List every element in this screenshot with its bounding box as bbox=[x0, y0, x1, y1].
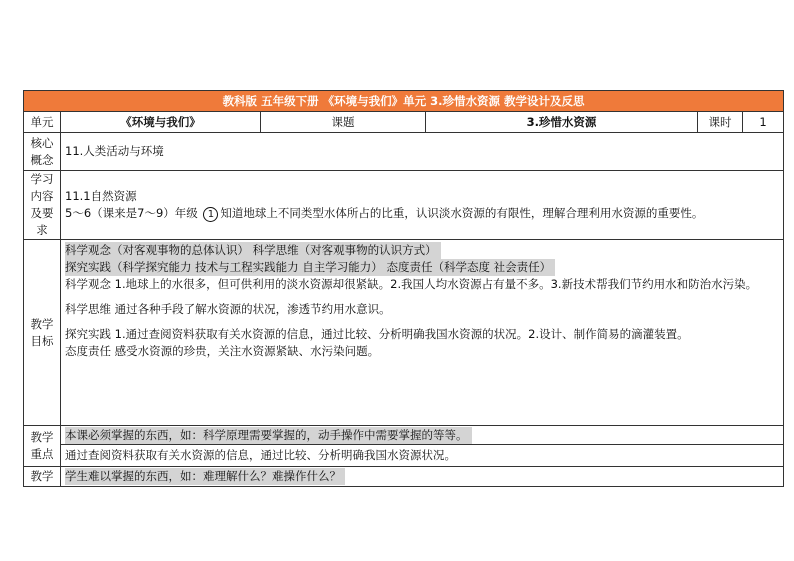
learning-content-text: 11.1自然资源 5～6（课来是7～9）年级 1 知道地球上不同类型水体所占的比重，认识淡水资源的有限性，理解合理利用水资源的重要性。 bbox=[61, 171, 784, 240]
teaching-focus-label: 教学 重点 bbox=[24, 426, 61, 467]
focus-text: 通过查阅资料获取有关水资源的信息，通过比较、分析明确我国水资源状况。 bbox=[61, 445, 784, 467]
topic-value: 3.珍惜水资源 bbox=[426, 112, 698, 133]
goal-inquiry-practice: 探究实践 1.通过查阅资料获取有关水资源的信息，通过比较、分析明确我国水资源的状况。2.设计、制作简易的滴灌装置。 bbox=[65, 327, 689, 341]
unit-value: 《环境与我们》 bbox=[61, 112, 261, 133]
lesson-plan-table bbox=[23, 90, 784, 487]
hours-label: 课时 bbox=[698, 112, 743, 133]
hours-value: 1 bbox=[743, 112, 784, 133]
focus-hint: 本课必须掌握的东西，如：科学原理需要掌握的，动手操作中需要掌握的等等。 bbox=[61, 426, 784, 445]
goals-highlight-1: 科学观念（对客观事物的总体认识） 科学思维（对客观事物的认识方式） bbox=[65, 242, 441, 259]
difficulty-hint: 学生难以掌握的东西，如：难理解什么？难操作什么？ bbox=[61, 467, 784, 487]
goal-attitude: 态度责任 感受水资源的珍贵，关注水资源紧缺、水污染问题。 bbox=[65, 344, 380, 358]
document-title: 教科版 五年级下册 《环境与我们》单元 3.珍惜水资源 教学设计及反思 bbox=[24, 91, 784, 112]
goals-highlight-2: 探究实践（科学探究能力 技术与工程实践能力 自主学习能力） 态度责任（科学态度 社会责任） bbox=[65, 259, 555, 276]
teaching-goals-label: 教学 目标 bbox=[24, 240, 61, 426]
core-concept-text: 11.人类活动与环境 bbox=[61, 133, 784, 171]
core-concept-label: 核心 概念 bbox=[24, 133, 61, 171]
goal-science-thinking: 科学思维 通过各种手段了解水资源的状况，渗透节约用水意识。 bbox=[65, 302, 391, 316]
unit-label: 单元 bbox=[24, 112, 61, 133]
learning-content-label: 学习 内容 及要 求 bbox=[24, 171, 61, 240]
goal-science-concept: 科学观念 1.地球上的水很多，但可供利用的淡水资源却很紧缺。2.我国人均水资源占有量不多。3.新技术帮我们节约用水和防治水污染。 bbox=[65, 277, 758, 291]
topic-label: 课题 bbox=[261, 112, 426, 133]
teaching-difficulty-label: 教学 bbox=[24, 467, 61, 487]
teaching-goals-text bbox=[61, 240, 784, 426]
circled-number: 1 bbox=[203, 207, 218, 222]
